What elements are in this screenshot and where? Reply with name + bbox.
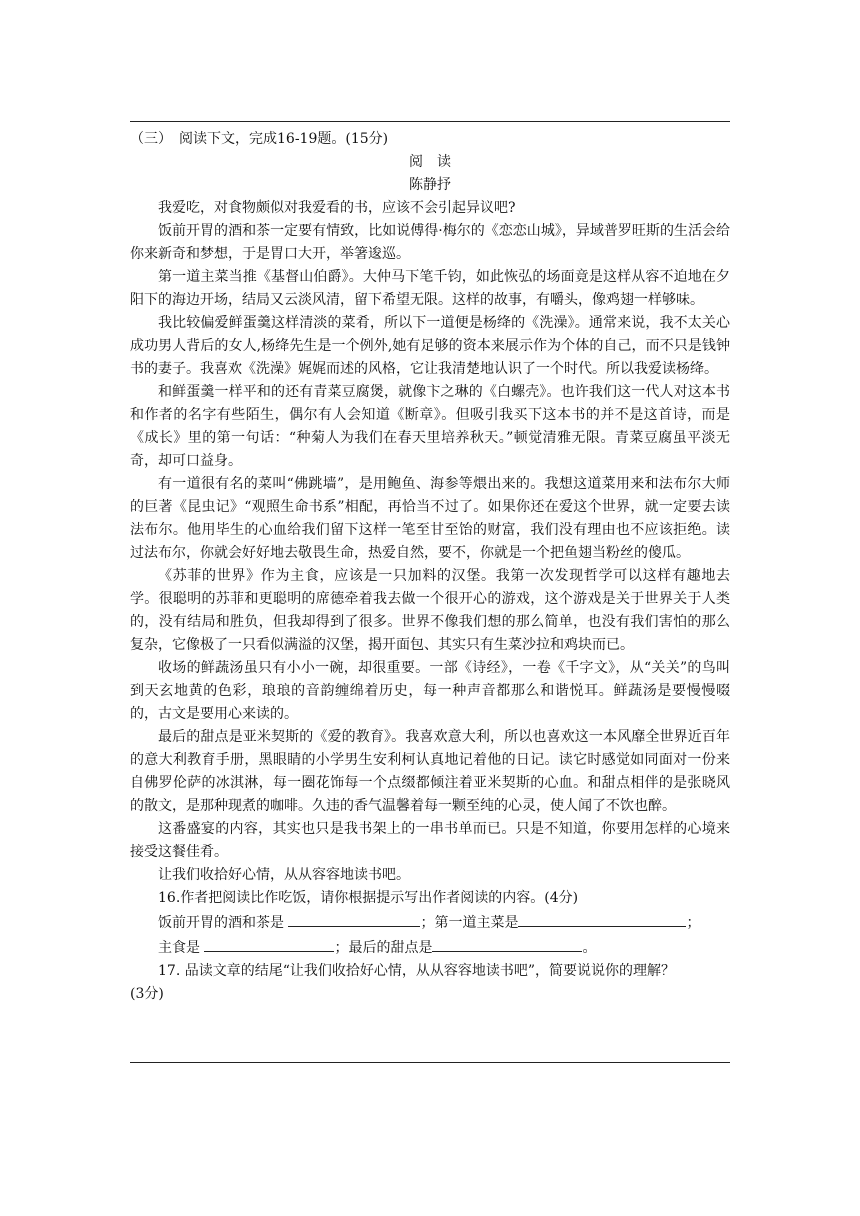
paragraph: 饭前开胃的酒和茶一定要有情致，比如说傅得·梅尔的《恋恋山城》，异域普罗旺斯的生活会给你来新奇和梦想，于是胃口大开，举箸逡巡。 (130, 223, 730, 262)
q16-end-1: ； (686, 915, 701, 931)
question-16-line-2 (130, 935, 730, 960)
q16-prompt-dessert: ；最后的甜点是 (334, 940, 433, 956)
answer-blank-staple[interactable] (204, 935, 334, 952)
paragraph: 《苏菲的世界》作为主食，应该是一只加料的汉堡。我第一次发现哲学可以这样有趣地去学。很聪明的苏菲和更聪明的席德牵着我去做一个很开心的游戏，这个游戏是关于世界关于人类的，没有结局和胜负，但我却得到了很多。世界不像我们想的那么简单，也没有我们害怕的那么复杂，它像极了一只看似满溢的汉堡，揭开面包、其实只有生菜沙拉和鸡块而已。 (130, 568, 730, 653)
q16-prompt-main-dish: ；第一道主菜是 (420, 915, 519, 931)
paragraph: 让我们收拾好心情，从从容容地读书吧。 (158, 867, 410, 883)
paragraph: 我爱吃，对食物颇似对我爱看的书，应该不会引起异议吧? (158, 200, 516, 216)
exam-page (130, 128, 730, 1006)
question-16-stem: 16.作者把阅读比作吃饭，请你根据提示写出作者阅读的内容。(4分) (158, 890, 579, 906)
paragraph: 我比较偏爱鲜蛋羹这样清淡的菜肴，所以下一道便是杨绛的《洗澡》。通常来说，我不太关心成功男人背后的女人,杨绛先生是一个例外,她有足够的资本来展示作为个体的自己，而不只是钱钟书的妻子。我喜欢《洗澡》娓娓而述的风格，它让我清楚地认识了一个时代。所以我爱读杨绛。 (130, 315, 730, 377)
paragraph: 收场的鲜蔬汤虽只有小小一碗，却很重要。一部《诗经》，一卷《千字文》，从“关关”的鸟叫到天玄地黄的色彩，琅琅的音韵缠绵着历史，每一种声音都那么和谐悦耳。鲜蔬汤是要慢慢啜的，古文是要用心来读的。 (130, 660, 730, 722)
answer-blank-main-dish[interactable] (518, 910, 686, 927)
q16-prompt-staple: 主食是 (158, 940, 200, 956)
paragraph: 最后的甜点是亚米契斯的《爱的教育》。我喜欢意大利，所以也喜欢这一本风靡全世界近百年的意大利教育手册，黑眼睛的小学男生安利柯认真地记着他的日记。读它时感觉如同面对一份来自佛罗伦萨的冰淇淋，每一圈花饰每一个点缀都倾注着亚米契斯的心血。和甜点相伴的是张晓风的散文，是那种现煮的咖啡。久违的香气温馨着每一颗至纯的心灵，使人闻了不饮也醉。 (130, 729, 730, 814)
q16-prompt-aperitif: 饭前开胃的酒和茶是 (158, 915, 284, 931)
article-title: 阅 读 (409, 154, 451, 170)
paragraph: 第一道主菜当推《基督山伯爵》。大仲马下笔千钧，如此恢弘的场面竟是这样从容不迫地在夕阳下的海边开场，结局又云淡风清，留下希望无限。这样的故事，有嚼头，像鸡翅一样够味。 (130, 269, 730, 308)
bottom-rule (130, 1062, 730, 1063)
paragraph: 这番盛宴的内容，其实也只是我书架上的一串书单而已。只是不知道，你要用怎样的心境来接受这餐佳肴。 (130, 821, 730, 860)
q16-end-2: 。 (582, 940, 597, 956)
top-rule (130, 121, 730, 122)
section-header: （三） 阅读下文，完成16-19题。(15分) (130, 131, 389, 147)
answer-blank-aperitif[interactable] (288, 910, 420, 927)
paragraph: 和鲜蛋羹一样平和的还有青菜豆腐煲，就像卞之琳的《白螺壳》。也许我们这一代人对这本书和作者的名字有些陌生，偶尔有人会知道《断章》。但吸引我买下这本书的并不是这首诗，而是《成长》里的第一句话：“种菊人为我们在春天里培养秋天。”顿觉清雅无限。青菜豆腐虽平淡无奇，却可口益身。 (130, 384, 730, 469)
question-16-line-1 (130, 910, 730, 935)
answer-blank-dessert[interactable] (432, 935, 582, 952)
question-17-stem: 17. 品读文章的结尾“让我们收拾好心情，从从容容地读书吧”，简要说说你的理解？ (158, 963, 676, 979)
article-author: 陈静抒 (409, 177, 451, 193)
paragraph: 有一道很有名的菜叫“佛跳墙”，是用鲍鱼、海参等煨出来的。我想这道菜用来和法布尔大师的巨著《昆虫记》“观照生命书系”相配，再恰当不过了。如果你还在爱这个世界，就一定要去读法布尔。他用毕生的心血给我们留下这样一笔至甘至饴的财富，我们没有理由也不应该拒绝。读过法布尔，你就会好好地去敬畏生命，热爱自然，要不，你就是一个把鱼翅当粉丝的傻瓜。 (130, 476, 730, 561)
question-17-points: (3分) (130, 986, 164, 1002)
